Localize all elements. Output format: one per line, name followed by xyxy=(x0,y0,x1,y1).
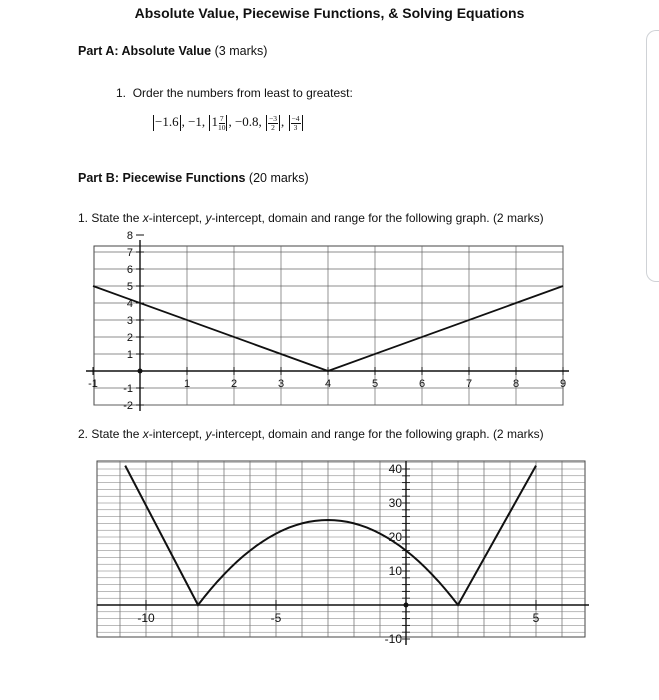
question-number: 1. xyxy=(78,211,89,225)
graph-2-grid xyxy=(97,461,585,637)
graph-2-frame xyxy=(97,461,585,637)
expr-term-3: , −0.8, xyxy=(228,114,262,129)
scrollbar-edge[interactable] xyxy=(646,30,659,282)
question-text: -intercept, domain and range for the following graph. (2 marks) xyxy=(211,211,544,225)
y-tick-label: 30 xyxy=(388,496,402,510)
page-title: Absolute Value, Piecewise Functions, & Solving Equations xyxy=(134,5,525,21)
number-list-expression: −1.6 , −1, 1 $\frac{7}{10}$ , −0.8, $\frac{-3}{2}$ , $\frac{-4}{3}$ xyxy=(152,114,304,132)
x-tick-label: 1 xyxy=(183,378,191,390)
x-tick-label: 4 xyxy=(324,378,332,390)
part-b-marks: (20 marks) xyxy=(248,171,309,185)
x-tick-label: 8 xyxy=(512,378,520,390)
y-tick-label: -1 xyxy=(123,383,133,395)
graph-1-tick-labels xyxy=(88,230,566,412)
x-tick-label: 5 xyxy=(371,378,379,390)
expr-term-2: , −1, xyxy=(181,114,206,129)
y-tick-label: 4 xyxy=(126,298,133,310)
x-tick-label: -1 xyxy=(88,378,98,390)
part-b-title: Part B: Piecewise Functions xyxy=(78,171,246,185)
part-a-marks: (3 marks) xyxy=(214,44,268,58)
fraction-denominator: 2 xyxy=(271,122,275,132)
y-tick-label: 40 xyxy=(388,462,402,476)
fraction-denominator: 3 xyxy=(293,122,298,132)
x-tick-label: 7 xyxy=(465,378,473,390)
y-tick-label: 20 xyxy=(388,530,402,544)
fraction-numerator: −3 xyxy=(269,113,278,123)
x-tick-label: 6 xyxy=(418,378,426,390)
part-b-question-2 xyxy=(78,427,544,441)
x-variable: x xyxy=(142,427,149,441)
question-text: State the xyxy=(91,427,143,441)
part-a-title: Part A: Absolute Value xyxy=(78,44,212,58)
y-tick-label: 7 xyxy=(126,247,133,259)
x-tick-label: 3 xyxy=(277,378,285,390)
question-number: 1. xyxy=(116,86,127,100)
y-tick-label: -2 xyxy=(123,400,133,412)
y-tick-label: 3 xyxy=(126,315,133,327)
question-text: State the xyxy=(91,211,143,225)
y-tick-label: 2 xyxy=(126,332,133,344)
y-tick-label: 5 xyxy=(126,281,133,293)
expr-term-1: −1.6 xyxy=(155,114,179,129)
x-variable: x xyxy=(142,211,149,225)
expr-mixed-whole: 1 xyxy=(211,114,218,129)
question-text: -intercept, domain and range for the following graph. (2 marks) xyxy=(211,427,544,441)
y-tick-label: 6 xyxy=(126,264,133,276)
origin-dot xyxy=(404,603,409,608)
fraction-numerator: 7 xyxy=(219,113,224,123)
y-variable: y xyxy=(205,211,212,225)
graph-2-piecewise-curve xyxy=(125,466,536,605)
question-text: -intercept, xyxy=(148,427,206,441)
question-text: -intercept, xyxy=(148,211,206,225)
fraction-denominator: 10 xyxy=(217,122,226,132)
x-tick-label: -5 xyxy=(270,611,282,625)
y-tick-label: 10 xyxy=(388,564,402,578)
x-tick-label: 2 xyxy=(230,378,238,390)
y-tick-label: 8 xyxy=(126,230,133,242)
x-tick-label: -10 xyxy=(137,611,155,625)
x-tick-label: 9 xyxy=(559,378,567,390)
fraction-numerator: −4 xyxy=(291,113,300,123)
y-tick-label: -10 xyxy=(384,632,402,646)
y-variable: y xyxy=(205,427,212,441)
question-number: 2. xyxy=(78,427,89,441)
question-text: Order the numbers from least to greatest: xyxy=(132,86,353,100)
origin-dot xyxy=(138,369,143,374)
x-tick-label: 5 xyxy=(532,611,540,625)
y-tick-label: 1 xyxy=(126,349,133,361)
